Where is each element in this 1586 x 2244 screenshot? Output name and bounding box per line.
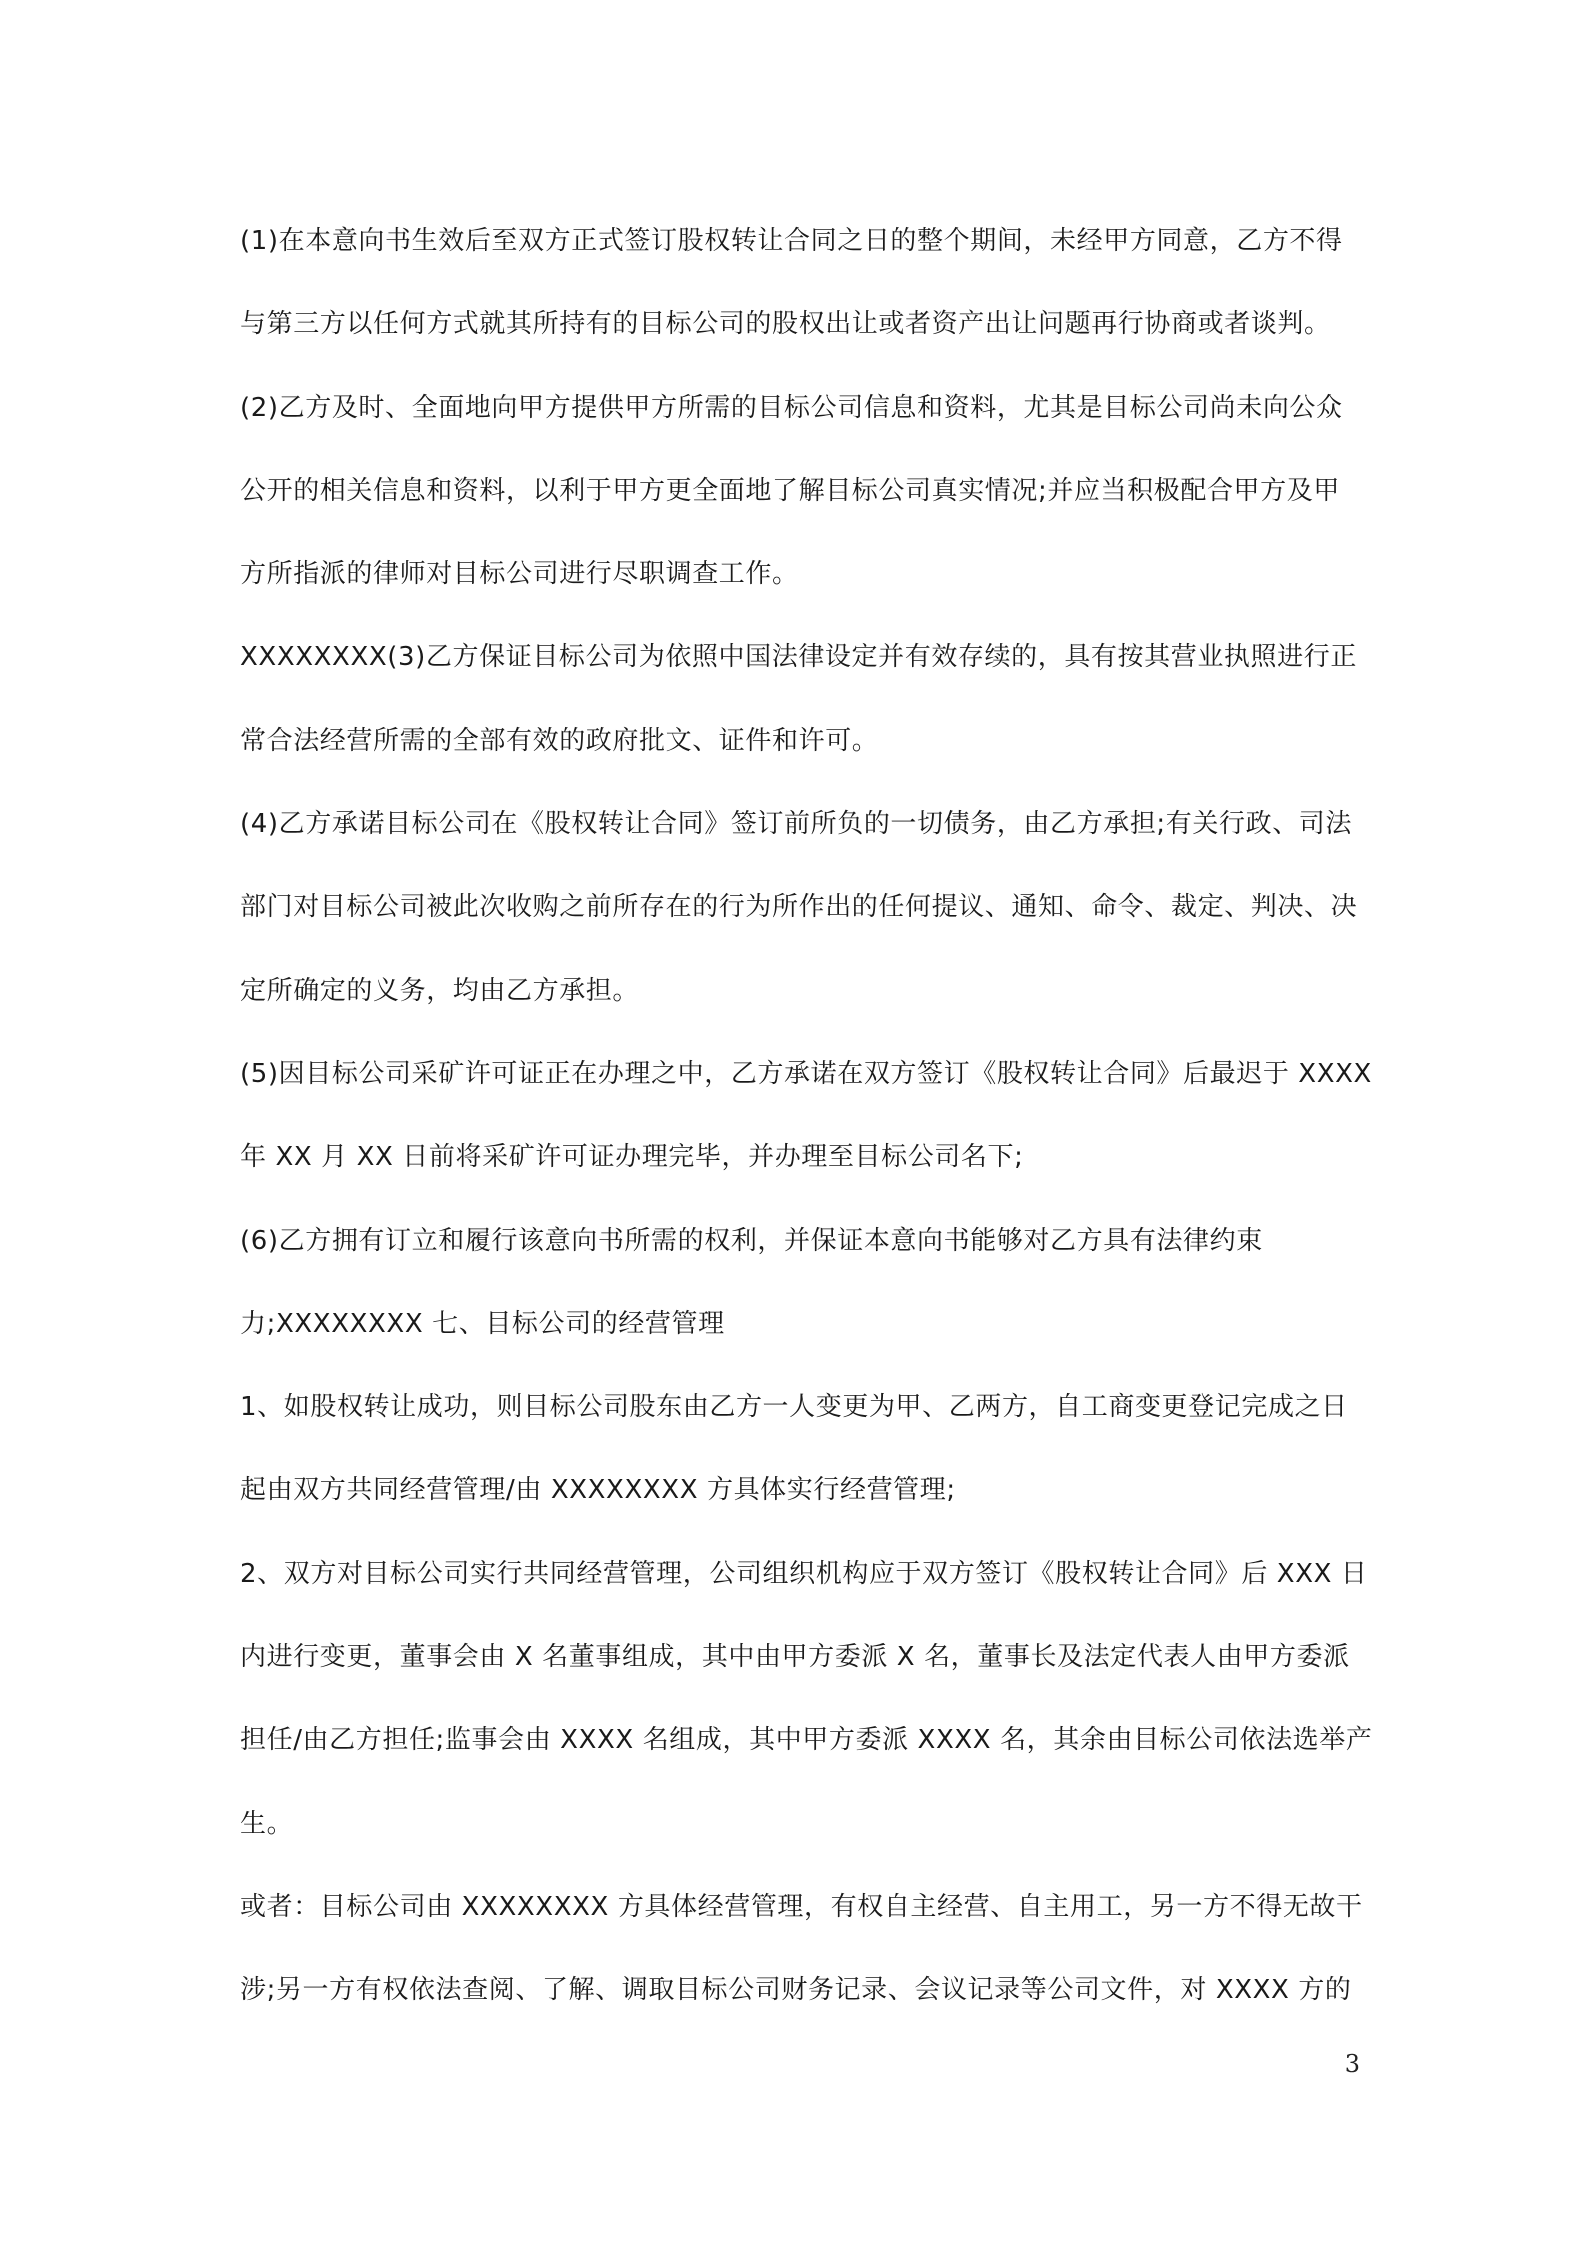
text-line: (4)乙方承诺目标公司在《股权转让合同》签订前所负的一切债务，由乙方承担;有关行政、司法 bbox=[240, 809, 1352, 840]
text-line: 年 XX 月 XX 日前将采矿许可证办理完毕，并办理至目标公司名下; bbox=[240, 1142, 1024, 1173]
text-line: 力;XXXXXXXX 七、目标公司的经营管理 bbox=[240, 1308, 725, 1339]
text-line: 或者：目标公司由 XXXXXXXX 方具体经营管理，有权自主经营、自主用工，另一方不得无故干 bbox=[240, 1891, 1363, 1922]
body-text bbox=[240, 200, 1373, 2033]
text-line: 担任/由乙方担任;监事会由 XXXX 名组成，其中甲方委派 XXXX 名，其余由目标公司依法选举产 bbox=[240, 1725, 1373, 1756]
text-line: 与第三方以任何方式就其所持有的目标公司的股权出让或者资产出让问题再行协商或者谈判。 bbox=[240, 309, 1331, 340]
text-line: 常合法经营所需的全部有效的政府批文、证件和许可。 bbox=[240, 725, 879, 756]
text-line: (6)乙方拥有订立和履行该意向书所需的权利，并保证本意向书能够对乙方具有法律约束 bbox=[240, 1225, 1263, 1256]
text-line: 1、如股权转让成功，则目标公司股东由乙方一人变更为甲、乙两方，自工商变更登记完成之日 bbox=[240, 1392, 1348, 1423]
text-line: 2、双方对目标公司实行共同经营管理，公司组织机构应于双方签订《股权转让合同》后 XXX 日 bbox=[240, 1558, 1368, 1589]
text-line: 公开的相关信息和资料，以利于甲方更全面地了解目标公司真实情况;并应当积极配合甲方及甲 bbox=[240, 475, 1340, 506]
text-line: 方所指派的律师对目标公司进行尽职调查工作。 bbox=[240, 559, 799, 590]
text-line: 部门对目标公司被此次收购之前所存在的行为所作出的任何提议、通知、命令、裁定、判决、决 bbox=[240, 892, 1358, 923]
text-line: 内进行变更，董事会由 X 名董事组成，其中由甲方委派 X 名，董事长及法定代表人由甲方委派 bbox=[240, 1642, 1350, 1673]
text-line: 生。 bbox=[240, 1808, 294, 1839]
page-number: 3 bbox=[1344, 2050, 1360, 2078]
text-line: (1)在本意向书生效后至双方正式签订股权转让合同之日的整个期间，未经甲方同意，乙方不得 bbox=[240, 226, 1343, 256]
text-line: 涉;另一方有权依法查阅、了解、调取目标公司财务记录、会议记录等公司文件，对 XXXX 方的 bbox=[240, 1975, 1352, 2006]
text-line: XXXXXXXX(3)乙方保证目标公司为依照中国法律设定并有效存续的，具有按其营业执照进行正 bbox=[240, 642, 1357, 673]
text-line: (5)因目标公司采矿许可证正在办理之中，乙方承诺在双方签订《股权转让合同》后最迟于 XXXX bbox=[240, 1058, 1372, 1089]
text-line: 起由双方共同经营管理/由 XXXXXXXX 方具体实行经营管理; bbox=[240, 1475, 956, 1506]
text-line: 定所确定的义务，均由乙方承担。 bbox=[240, 975, 640, 1006]
text-line: (2)乙方及时、全面地向甲方提供甲方所需的目标公司信息和资料，尤其是目标公司尚未向公众 bbox=[240, 392, 1343, 423]
